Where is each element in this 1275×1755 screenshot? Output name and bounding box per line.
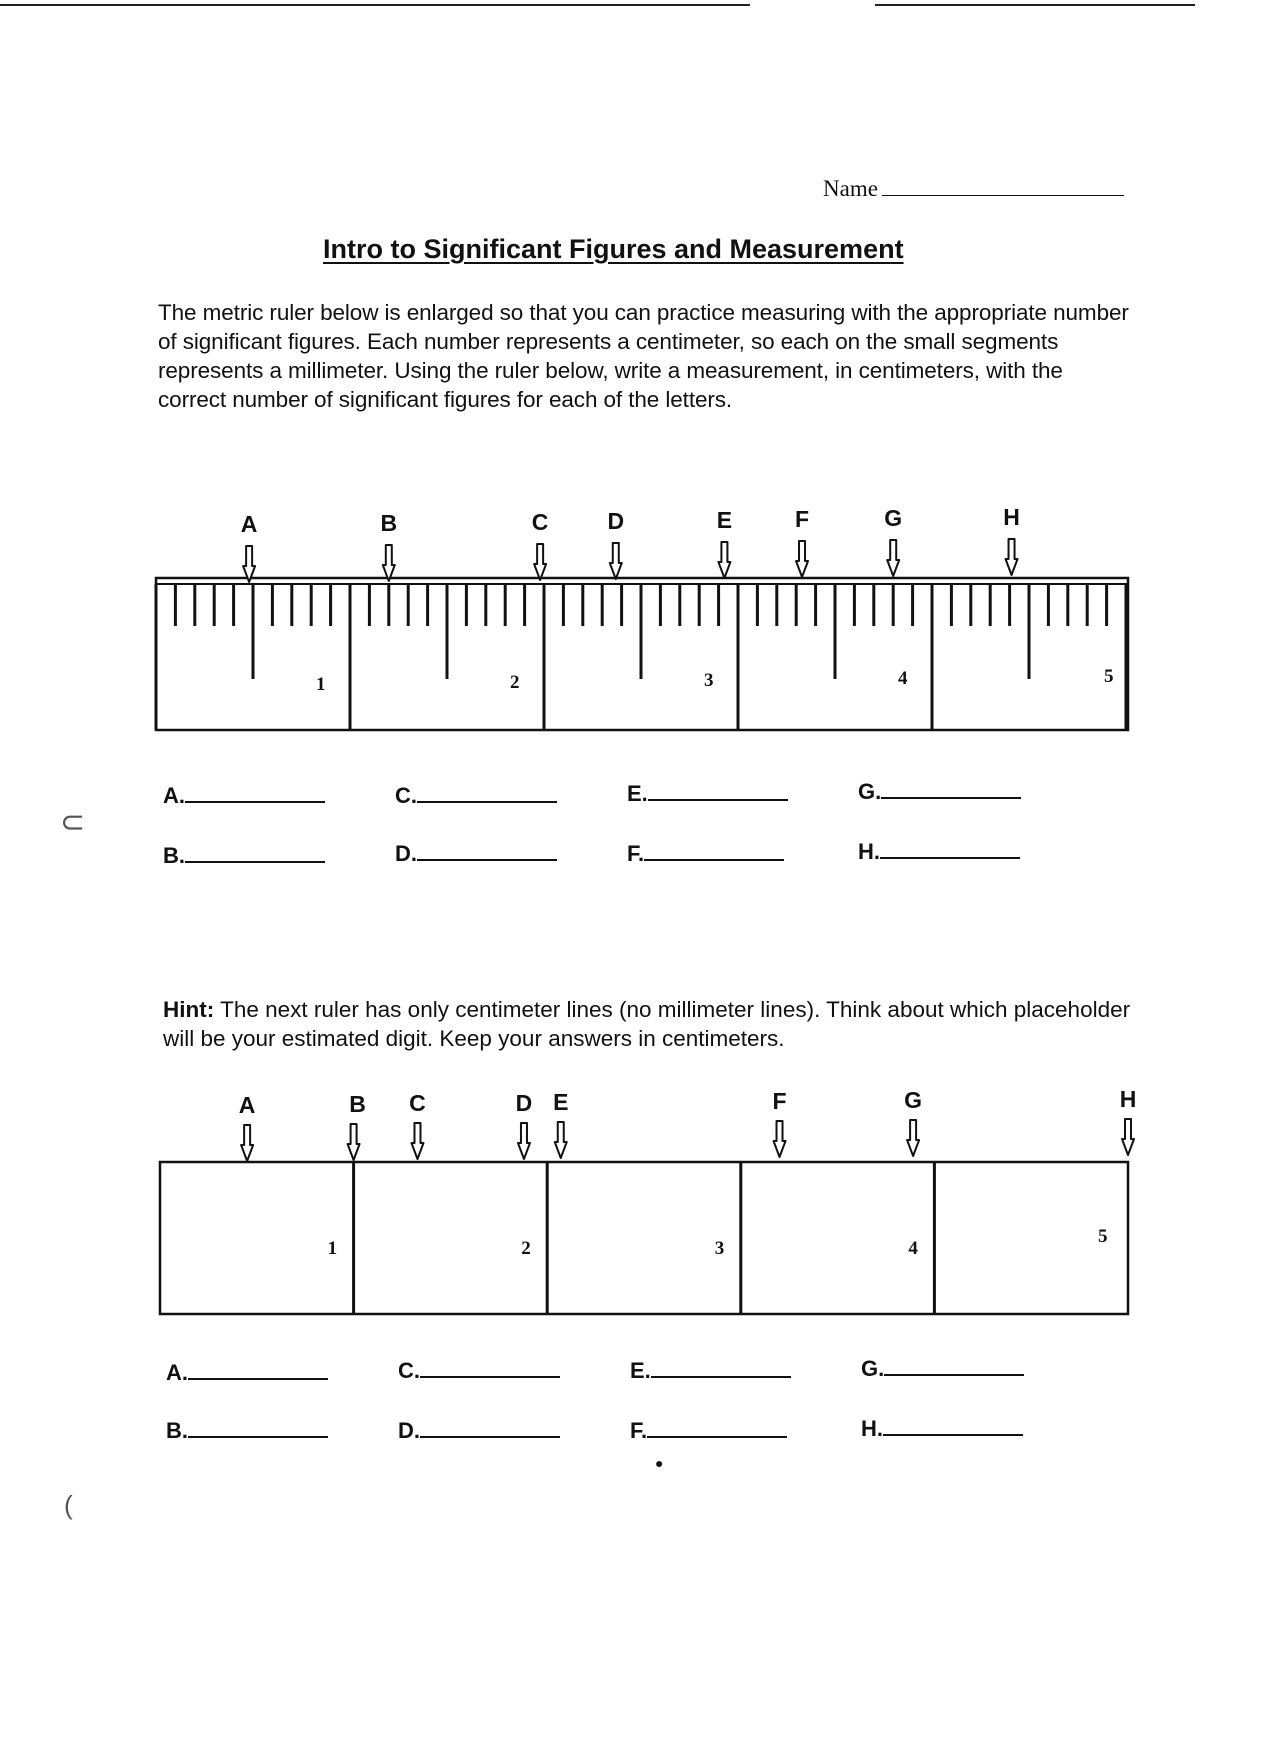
answer-blank[interactable] — [188, 1360, 328, 1380]
ruler1-marker-label: E — [716, 507, 733, 533]
ruler2-number: 1 — [327, 1238, 338, 1259]
answer-2-g[interactable] — [861, 1356, 1024, 1382]
ruler1-marker-label: A — [240, 511, 258, 537]
hint-text: The next ruler has only centimeter lines (no millimeter lines). Think about which placeholder will be your estimated digit. Keep your answers in centimeters. — [163, 997, 1131, 1051]
ruler2-marker-label: H — [1119, 1086, 1137, 1112]
intro-paragraph: The metric ruler below is enlarged so that you can practice measuring with the appropriate number of significant figures. Each number represents a centimeter, so each on the small segments represents a millimeter. Using the ruler below, write a measurement, in centimeters, with the correct number of significant figures for each of the letters. — [158, 300, 1129, 412]
ruler1-marker-label: F — [794, 506, 810, 532]
ruler1-number: 3 — [704, 670, 714, 691]
answer-label: E. — [627, 781, 648, 806]
down-arrow-icon — [411, 1123, 423, 1159]
page-title: Intro to Significant Figures and Measurement — [323, 234, 904, 264]
answer-label: G. — [861, 1356, 885, 1381]
ruler1-marker-label: D — [607, 508, 625, 534]
answer-blank[interactable] — [185, 783, 325, 803]
answer-label: H. — [861, 1416, 883, 1441]
down-arrow-icon — [534, 544, 546, 580]
answer-label: D. — [395, 841, 417, 866]
answer-1-e[interactable] — [627, 781, 788, 807]
answer-label: C. — [395, 783, 417, 808]
answer-1-d[interactable] — [395, 841, 557, 867]
scan-mark: ( — [64, 1490, 73, 1520]
down-arrow-icon — [243, 546, 255, 582]
ruler1-number: 1 — [316, 674, 326, 695]
answer-label: F. — [630, 1418, 648, 1443]
down-arrow-icon — [610, 543, 622, 579]
hint-paragraph — [163, 995, 1153, 1053]
down-arrow-icon — [1122, 1119, 1134, 1155]
ruler1-marker-label: C — [531, 509, 549, 535]
answer-label: E. — [630, 1358, 651, 1383]
answer-1-c[interactable] — [395, 783, 557, 809]
answer-label: B. — [166, 1418, 188, 1443]
ruler2-marker-label: F — [772, 1088, 787, 1114]
answer-blank[interactable] — [188, 1418, 328, 1438]
answer-2-f[interactable] — [630, 1418, 787, 1444]
ruler2-number: 4 — [908, 1238, 918, 1259]
down-arrow-icon — [555, 1122, 567, 1158]
ruler2-number: 3 — [714, 1238, 725, 1259]
answer-blank[interactable] — [644, 841, 784, 861]
down-arrow-icon — [1006, 539, 1018, 575]
answer-1-g[interactable] — [858, 779, 1021, 805]
answer-blank[interactable] — [420, 1358, 560, 1378]
ruler2-number: 2 — [521, 1238, 531, 1259]
answer-1-h[interactable] — [858, 839, 1020, 865]
down-arrow-icon — [348, 1124, 360, 1160]
ruler1-number: 4 — [898, 668, 908, 689]
answer-1-f[interactable] — [627, 841, 784, 867]
answer-2-a[interactable] — [166, 1360, 328, 1386]
answer-label: D. — [398, 1418, 420, 1443]
ruler2-marker-label: E — [553, 1089, 569, 1115]
answer-blank[interactable] — [884, 1356, 1024, 1376]
ruler1-number: 2 — [510, 672, 520, 693]
answer-2-b[interactable] — [166, 1418, 328, 1444]
answer-label: A. — [163, 783, 185, 808]
answer-2-c[interactable] — [398, 1358, 560, 1384]
answer-label: F. — [627, 841, 645, 866]
answer-1-b[interactable] — [163, 843, 325, 869]
ruler2-marker-label: C — [409, 1090, 426, 1116]
down-arrow-icon — [718, 542, 730, 578]
answer-label: H. — [858, 839, 880, 864]
down-arrow-icon — [887, 540, 899, 576]
answer-blank[interactable] — [647, 1418, 787, 1438]
answer-blank[interactable] — [651, 1358, 791, 1378]
answer-blank[interactable] — [417, 841, 557, 861]
down-arrow-icon — [241, 1125, 253, 1161]
answer-2-e[interactable] — [630, 1358, 791, 1384]
answer-blank[interactable] — [420, 1418, 560, 1438]
answer-2-d[interactable] — [398, 1418, 560, 1444]
name-label: Name — [823, 176, 878, 201]
scan-mark: ⊂ — [60, 806, 86, 839]
ruler2-marker-label: B — [349, 1091, 366, 1117]
answer-label: G. — [858, 779, 882, 804]
down-arrow-icon — [907, 1120, 919, 1156]
down-arrow-icon — [774, 1121, 786, 1157]
answer-label: A. — [166, 1360, 188, 1385]
ruler1-marker-label: B — [380, 510, 398, 536]
answer-blank[interactable] — [880, 839, 1020, 859]
answer-2-h[interactable] — [861, 1416, 1023, 1442]
answer-blank[interactable] — [648, 781, 788, 801]
ruler2-marker-label: D — [515, 1090, 533, 1116]
answer-1-a[interactable] — [163, 783, 325, 809]
ruler2-marker-label: G — [904, 1087, 923, 1113]
ruler2-frame — [160, 1162, 1128, 1314]
ruler1-number: 5 — [1104, 666, 1114, 687]
down-arrow-icon — [383, 545, 395, 581]
answer-blank[interactable] — [417, 783, 557, 803]
hint-label: Hint: — [163, 997, 215, 1022]
ruler2-marker-label: A — [238, 1092, 256, 1118]
scan-mark: ● — [655, 1455, 664, 1471]
answer-blank[interactable] — [883, 1416, 1023, 1436]
answer-blank[interactable] — [185, 843, 325, 863]
ruler1-marker-label: H — [1003, 504, 1020, 530]
ruler1-marker-label: G — [884, 505, 903, 531]
answer-label: B. — [163, 843, 185, 868]
ruler2-number: 5 — [1098, 1226, 1108, 1247]
answer-blank[interactable] — [881, 779, 1021, 799]
answer-label: C. — [398, 1358, 420, 1383]
down-arrow-icon — [796, 541, 808, 577]
down-arrow-icon — [518, 1123, 530, 1159]
